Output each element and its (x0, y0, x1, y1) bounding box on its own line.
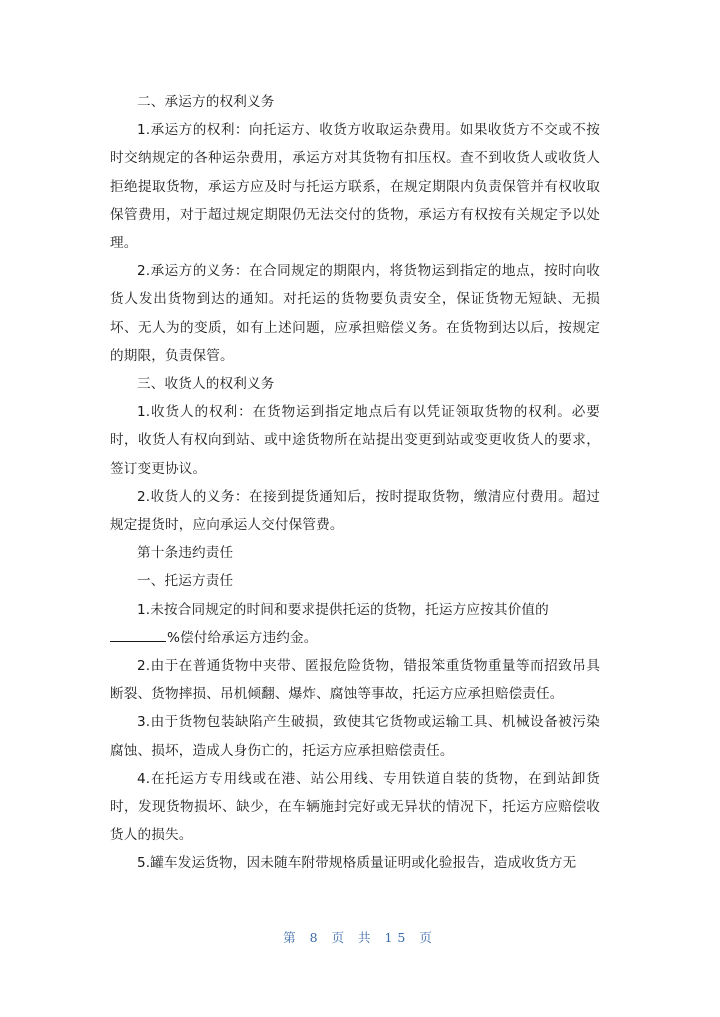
section-heading: 一、托运方责任 (137, 573, 234, 590)
page-footer: 第 8 页 共 15 页 (283, 930, 437, 945)
document-body (110, 88, 600, 878)
paragraph: 3.由于货物包装缺陷产生破损，致使其它货物或运输工具、机械设备被污染腐蚀、损坏，造成人身伤亡的，托运方应承担赔偿责任。 (110, 714, 600, 759)
fill-in-blank (110, 627, 166, 642)
paragraph: 2.承运方的义务：在合同规定的期限内，将货物运到指定的地点，按时向收货人发出货物到达的通知。对托运的货物要负责安全，保证货物无短缺、无损坏、无人为的变质，如有上述问题，应承担赔偿义务。在货物到达以后，按规定的期限，负责保管。 (110, 263, 600, 364)
paragraph: 1.承运方的权利：向托运方、收货方收取运杂费用。如果收货方不交或不按时交纳规定的各种运杂费用，承运方对其货物有扣压权。查不到收货人或收货人拒绝提取货物，承运方应及时与托运方联系，在规定期限内负责保管并有权收取保管费用，对于超过规定期限仍无法交付的货物，承运方有权按有关规定予以处理。 (110, 122, 600, 252)
paragraph: 1.未按合同规定的时间和要求提供托运的货物，托运方应按其价值的 (137, 601, 549, 618)
paragraph: 5.罐车发运货物，因未随车附带规格质量证明或化验报告，造成收货方无 (137, 855, 577, 872)
section-heading: 二、承运方的权利义务 (137, 94, 275, 110)
paragraph: 2.由于在普通货物中夹带、匿报危险货物，错报笨重货物重量等而招致吊具断裂、货物摔损、吊机倾翻、爆炸、腐蚀等事故，托运方应承担赔偿责任。 (110, 658, 600, 703)
article-heading: 第十条违约责任 (137, 545, 234, 562)
paragraph: 1.收货人的权利：在货物运到指定地点后有以凭证领取货物的权利。必要时，收货人有权向到站、或中途货物所在站提出变更到站或变更收货人的要求，签订变更协议。 (110, 404, 600, 477)
paragraph: 4.在托运方专用线或在港、站公用线、专用铁道自装的货物，在到站卸货时，发现货物损坏、缺少，在车辆施封完好或无异状的情况下，托运方应赔偿收货人的损失。 (110, 770, 600, 844)
blank-line-text: %偿付给承运方违约金。 (167, 629, 318, 646)
section-heading: 三、收货人的权利义务 (137, 376, 275, 393)
blank-fill-line (110, 624, 600, 652)
paragraph: 2.收货人的义务：在接到提货通知后，按时提取货物，缴清应付费用。超过规定提货时，应向承运人交付保管费。 (110, 488, 600, 534)
